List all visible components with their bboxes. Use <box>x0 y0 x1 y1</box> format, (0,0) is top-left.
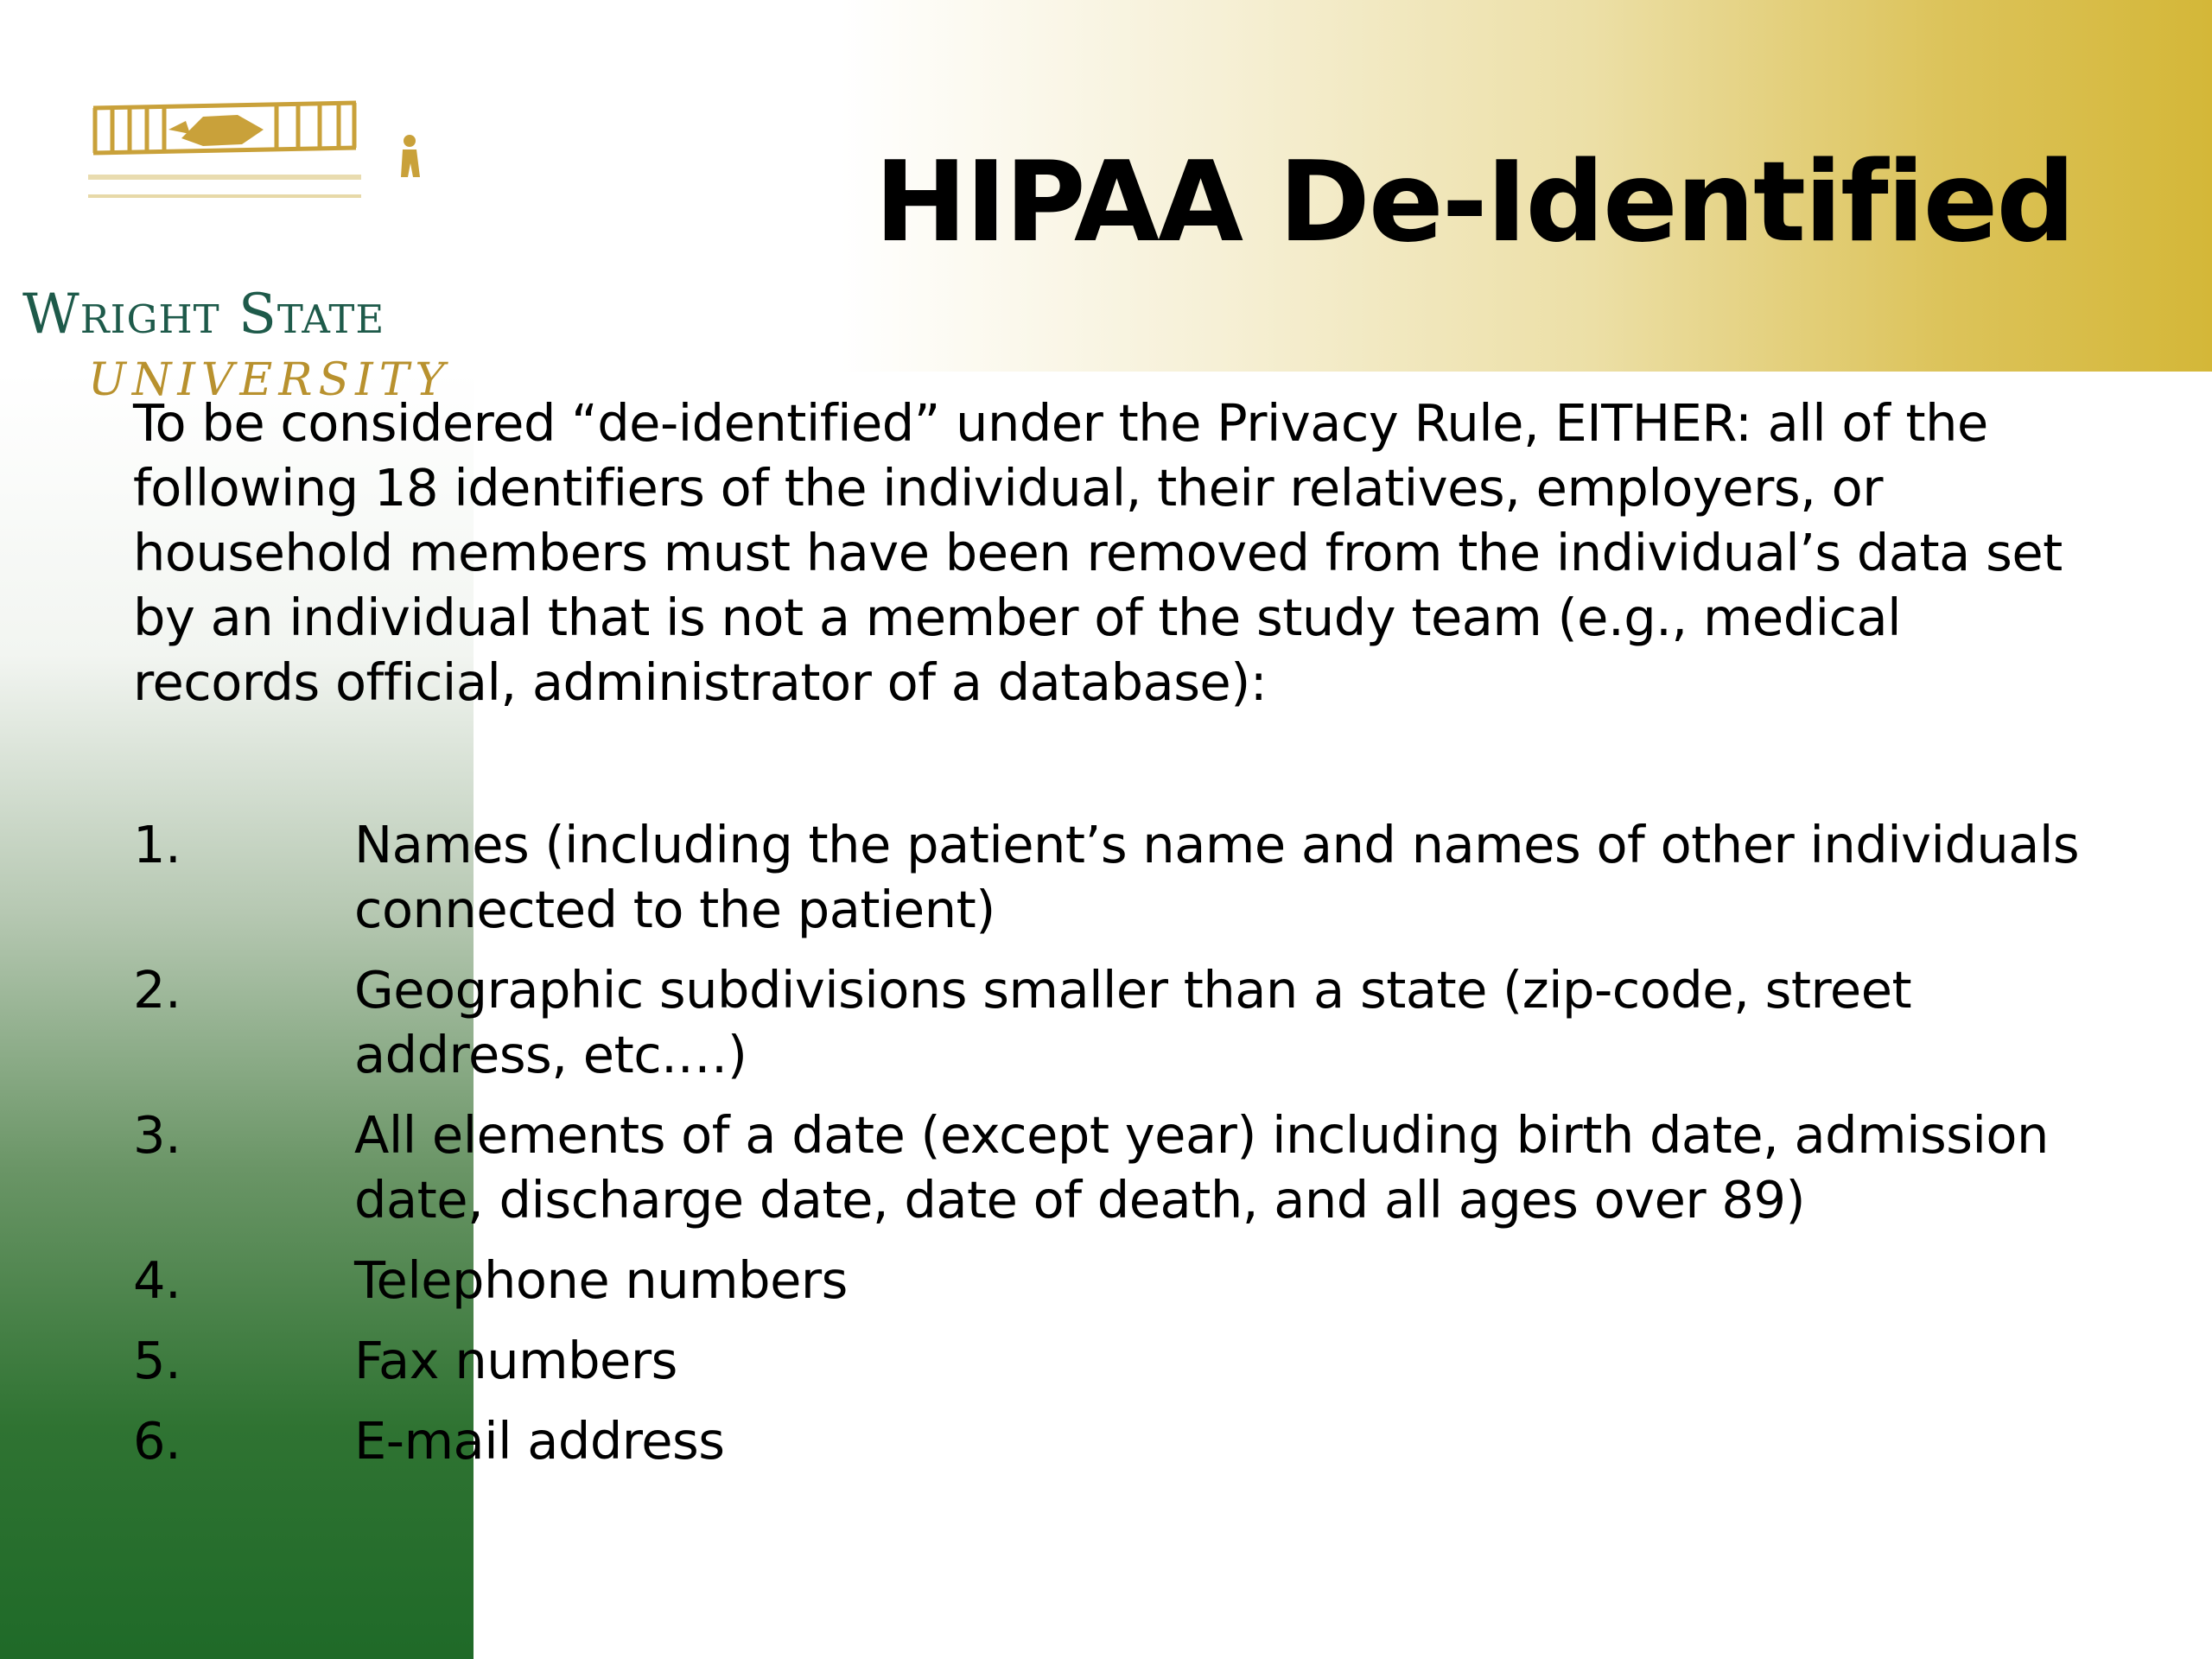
wright-flyer-icon <box>17 91 484 289</box>
list-item-number: 4. <box>133 1250 181 1310</box>
list-item-text: Names (including the patient’s name and names of other individuals connected to the patient) <box>354 815 2080 939</box>
list-item-text: Geographic subdivisions smaller than a state (zip-code, street address, etc.…) <box>354 960 1912 1084</box>
list-item-number: 5. <box>133 1331 181 1390</box>
list-item <box>133 1103 2120 1232</box>
list-item <box>133 1408 2120 1473</box>
list-item-text: Telephone numbers <box>354 1250 848 1310</box>
list-item-number: 2. <box>133 960 181 1020</box>
logo-wordmark-top: Wright State <box>22 283 385 346</box>
intro-paragraph: To be considered “de-identified” under the Privacy Rule, EITHER: all of the following 18 identifiers of the individual, their relatives, employers, or household members must have been removed from the individual’s data set by an individual that is not a member of the study team (e.g., medical records official, administrator of a database): <box>133 393 2063 712</box>
identifier-list <box>133 812 2120 1489</box>
list-item <box>133 812 2120 942</box>
list-item-text: Fax numbers <box>354 1331 677 1390</box>
list-item-number: 3. <box>133 1105 181 1165</box>
list-item-text: E-mail address <box>354 1411 725 1471</box>
list-item <box>133 1328 2120 1393</box>
list-item-number: 6. <box>133 1411 181 1471</box>
list-item <box>133 957 2120 1087</box>
list-item-number: 1. <box>133 815 181 874</box>
list-item-text: All elements of a date (except year) including birth date, admission date, discharge date, date of death, and all ages over 89) <box>354 1105 2049 1230</box>
university-logo <box>17 91 484 406</box>
list-item <box>133 1248 2120 1313</box>
slide-title: HIPAA De-Identified <box>874 138 2074 267</box>
logo-wordmark-bottom: UNIVERSITY <box>88 354 451 406</box>
